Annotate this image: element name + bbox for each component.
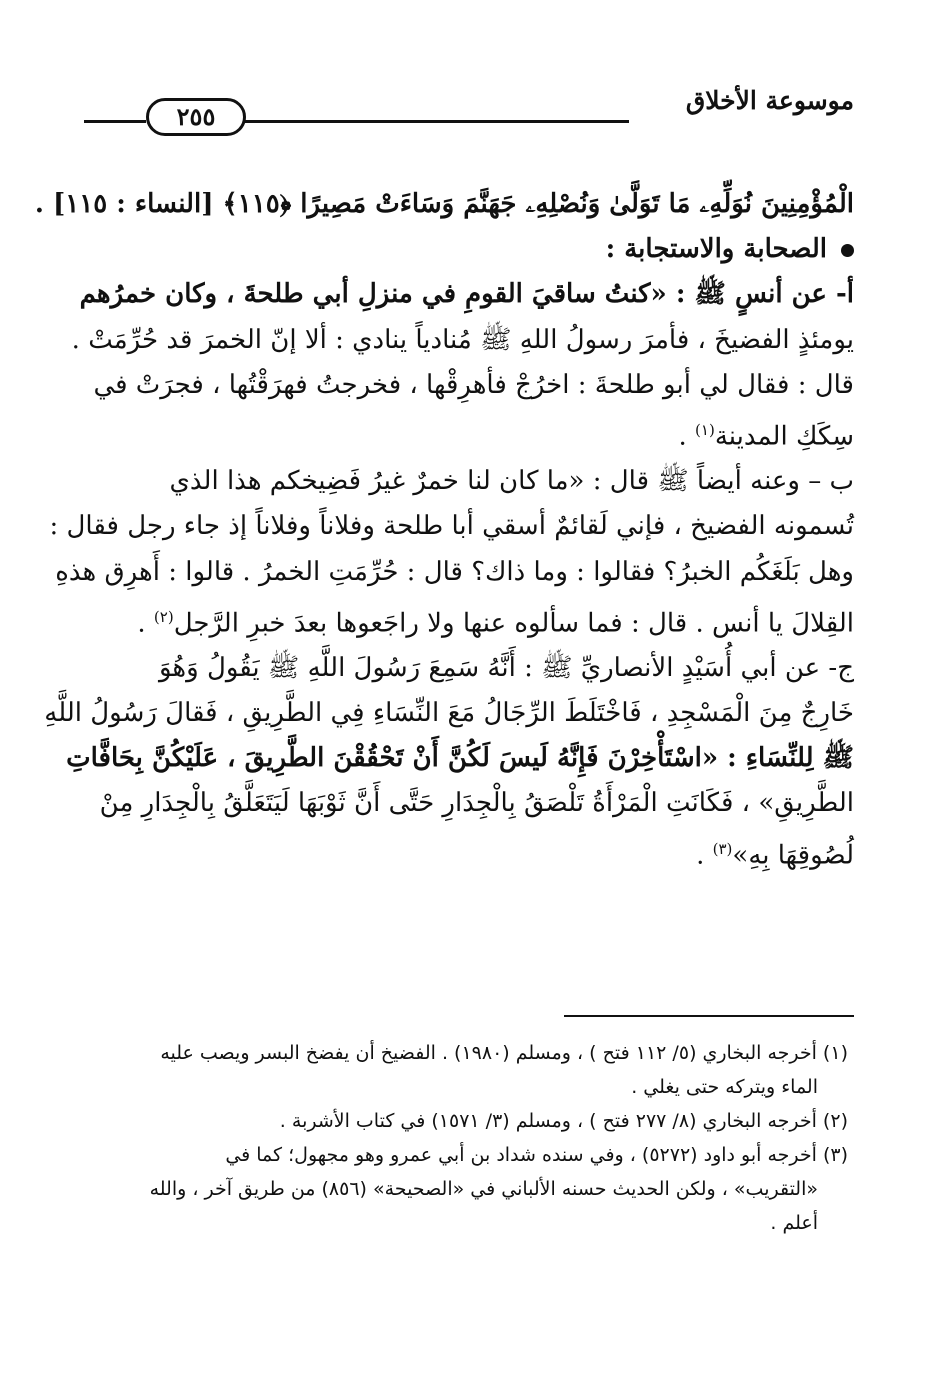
hadith-b-line-3: وهل بَلَغَكُم الخبرُ؟ فقالوا : وما ذاك؟ قال : حُرِّمَتِ الخمرُ . قالوا : أَهرِق هذهِ: [55, 556, 854, 587]
hadith-a-line-4-text: سِكَكِ المدينة: [714, 421, 854, 452]
hadith-b-line-4-text: القِلالَ يا أنس . قال : فما سألوه عنها ولا راجَعوها بعدَ خبرِ الرَّجل: [173, 608, 854, 639]
main-text: [34, 182, 854, 872]
hadith-b-line-4: [84, 595, 854, 640]
footnote-mark-1: (١): [695, 420, 715, 439]
hadith-c-line-3: ﷺ لِلنِّسَاءِ : «اسْتَأْخِرْنَ فَإِنَّهُ لَيسَ لَكُنَّ أَنْ تَحْقُقْنَ الطَّرِيقَ ، عَلَيْكُنَّ بِحَافَّاتِ: [66, 743, 854, 774]
hadith-c-line-1: ج- عن أبي أُسَيْدٍ الأنصاريِّ ﷺ : أَنَّهُ سَمِعَ رَسُولَ اللَّهِ ﷺ يَقُولُ وَهُوَ: [158, 652, 854, 683]
footnote-3-line-2: «التقريب» ، ولكن الحديث حسنه الألباني في «الصحيحة» (٨٥٦) من طريق آخر ، والله: [149, 1178, 818, 1200]
footnote-mark-2: (٢): [153, 607, 174, 626]
page-header: [84, 82, 854, 132]
hadith-c-line-5: [84, 827, 854, 872]
hadith-c-line-4: الطَّرِيقِ» ، فَكَانَتِ الْمَرْأَةُ تَلْصَقُ بِالْجِدَارِ حَتَّى أَنَّ ثَوْبَهَا لَيَتَعَلَّقُ بِالْجِدَارِ مِنْ: [99, 788, 854, 819]
section-heading-text: الصحابة والاستجابة :: [605, 234, 827, 265]
section-heading: [84, 227, 854, 272]
hadith-c-line-2: خَارِجٌ مِنَ الْمَسْجِدِ ، فَاخْتَلَطَ الرِّجَالُ مَعَ النِّسَاءِ فِي الطَّرِيقِ ، فَقالَ رَسُولُ اللَّهِ: [44, 698, 854, 729]
footnote-2-line-1: (٢) أخرجه البخاري (٨/ ٢٧٧ فتح ) ، ومسلم (٣/ ١٥٧١) في كتاب الأشربة .: [279, 1110, 848, 1132]
hadith-a-line-3: قال : فقال لي أبو طلحةَ : اخرُجْ فأهرِقْها ، فخرجتُ فهرَقْتُها ، فجرَتْ في: [93, 369, 854, 400]
footnote-1-line-1: (١) أخرجه البخاري (٥/ ١١٢ فتح ) ، ومسلم (١٩٨٠) . الفضيخ أن يفضخ البسر ويصب عليه: [160, 1042, 848, 1064]
footnote-3-line-3: أعلم .: [770, 1212, 818, 1234]
header-rule-left: [84, 120, 146, 123]
end-mark-2: .: [137, 608, 146, 639]
page-number: ٢٥٥: [146, 98, 246, 136]
book-title: موسوعة الأخلاق: [685, 86, 854, 115]
footnote-1-line-2: الماء ويتركه حتى يغلي .: [631, 1076, 818, 1098]
footnote-mark-3: (٣): [712, 839, 733, 858]
footnote-3-line-1: (٣) أخرجه أبو داود (٥٢٧٢) ، وفي سنده شداد بن أبي عمرو وهو مجهول؛ كما في: [225, 1144, 848, 1166]
end-mark-1: .: [678, 421, 687, 452]
hadith-a-line-2: يومئذٍ الفضيخَ ، فأمرَ رسولُ اللهِ ﷺ مُنادياً ينادي : ألا إنّ الخمرَ قد حُرِّمَتْ .: [71, 324, 854, 355]
footnotes: [84, 1036, 848, 1240]
bullet-icon: [841, 244, 854, 257]
hadith-b-line-2: تُسمونه الفضيخ ، فإني لَقائمٌ أسقي أبا طلحة وفلاناً وفلاناً إذ جاء رجل فقال :: [49, 511, 854, 542]
hadith-c-line-5-text: لُصُوقِهَا بِهِ»: [732, 840, 854, 871]
header-rule-right: [234, 120, 629, 123]
hadith-a-line-4: [84, 408, 854, 453]
hadith-a-line-1: أ- عن أنسٍ ﷺ : «كنتُ ساقيَ القومِ في منزلِ أبي طلحةَ ، وكان خمرُهم: [79, 279, 854, 310]
footnote-separator: [564, 1015, 854, 1017]
end-mark-3: .: [696, 840, 705, 871]
hadith-b-line-1: ب – وعنه أيضاً ﷺ قال : «ما كان لنا خمرٌ غيرُ فَضِيخكم هذا الذي: [169, 466, 854, 497]
quran-verse-line: الْمُؤْمِنِينَ نُوَلِّهِۦ مَا تَوَلَّىٰ وَنُصْلِهِۦ جَهَنَّمَ وَسَاءَتْ مَصِيرًا ﴿١١٥﴾ [النساء : ١١٥] .: [34, 189, 854, 219]
